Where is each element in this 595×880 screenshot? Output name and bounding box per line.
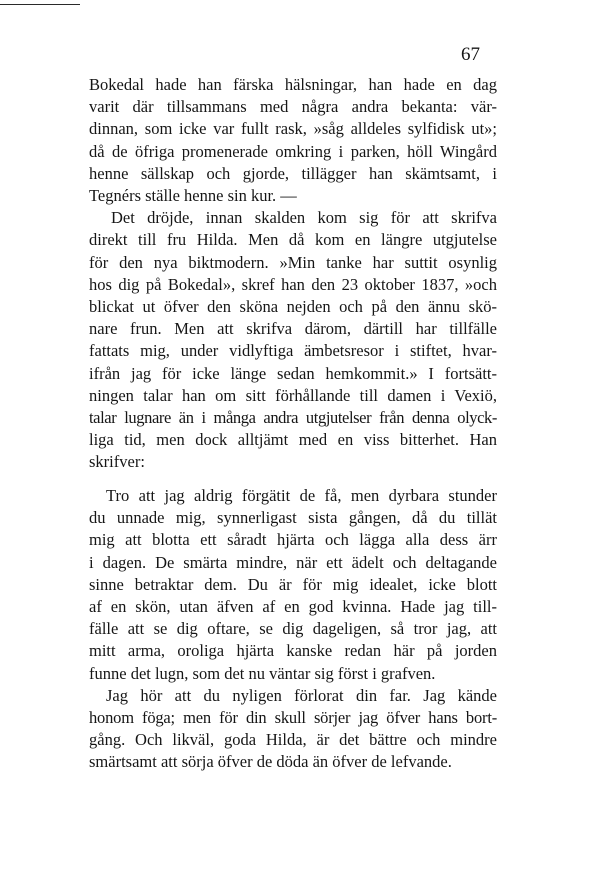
- body-text: [89, 74, 497, 474]
- letter-line: Jag hör att du nyligen förlorat din far. Jag kände: [106, 685, 497, 705]
- body-line: ifrån jag för icke länge sedan hemkommit.» I fortsätt-: [89, 363, 497, 383]
- letter-line: du unnade mig, synnerligast sista gången, då du tillät: [89, 508, 497, 528]
- letter-line: smärtsamt att sörja öfver de döda än öfver de lefvande.: [89, 752, 452, 772]
- body-line: henne sällskap och gjorde, tillägger han skämtsamt, i: [89, 163, 497, 183]
- letter-line: mig att blotta ett såradt hjärta och lägga alla dess ärr: [89, 530, 497, 550]
- body-line: skrifver:: [89, 452, 145, 472]
- letter-line: af en skön, utan äfven af en god kvinna. Hade jag till-: [89, 597, 497, 617]
- body-line: fattats mig, under vidlyftiga ämbetsresor i stiftet, hvar-: [89, 341, 497, 361]
- letter-line: Tro att jag aldrig förgätit de få, men dyrbara stunder: [106, 486, 497, 505]
- letter-line: fälle att se dig oftare, se dig dageligen, så tror jag, att: [89, 619, 497, 639]
- body-line: för den nya biktmodern. »Min tanke har suttit osynlig: [89, 252, 497, 272]
- body-line: talar lugnare än i många andra utgjutelser från denna olyck-: [89, 408, 497, 428]
- page-number: 67: [461, 44, 480, 65]
- body-line: hos dig på Bokedal», skref han den 23 oktober 1837, »och: [89, 274, 497, 294]
- body-line: nare frun. Men att skrifva därom, därtill har tillfälle: [89, 319, 497, 339]
- body-line: dinnan, som icke var fullt rask, »såg alldeles sylfidisk ut»;: [89, 119, 497, 139]
- body-line: direkt till fru Hilda. Men då kom en längre utgjutelse: [89, 230, 497, 250]
- letter-line: honom föga; men för din skull sörjer jag öfver hans bort-: [89, 708, 497, 728]
- letter-line: funne det lugn, som det nu väntar sig först i grafven.: [89, 663, 436, 683]
- body-line: blickat ut öfver den sköna nejden och på den ännu skö-: [89, 297, 497, 317]
- body-line: Bokedal hade han färska hälsningar, han hade en dag: [89, 75, 497, 94]
- body-line: Det dröjde, innan skalden kom sig för att skrifva: [111, 208, 497, 228]
- body-line: då de öfriga promenerade omkring i parken, höll Wingård: [89, 141, 497, 161]
- letter-line: i dagen. De smärta mindre, när ett ädelt och deltagande: [89, 552, 497, 572]
- corner-rule: [0, 4, 80, 5]
- letter-line: sinne betraktar dem. Du är för mig idealet, icke blott: [89, 574, 497, 594]
- body-line: varit där tillsammans med några andra bekanta: vär-: [89, 97, 497, 117]
- letter-line: mitt arma, oroliga hjärta kanske redan här på jorden: [89, 641, 497, 661]
- body-line: liga tid, men dock alltjämt med en viss bitterhet. Han: [89, 430, 497, 450]
- body-line: ningen talar han om sitt förhållande till damen i Vexiö,: [89, 385, 497, 405]
- body-line: Tegnérs ställe henne sin kur. —: [89, 186, 297, 206]
- quoted-letter: [89, 485, 497, 774]
- letter-line: gång. Och likväl, goda Hilda, är det bättre och mindre: [89, 730, 497, 750]
